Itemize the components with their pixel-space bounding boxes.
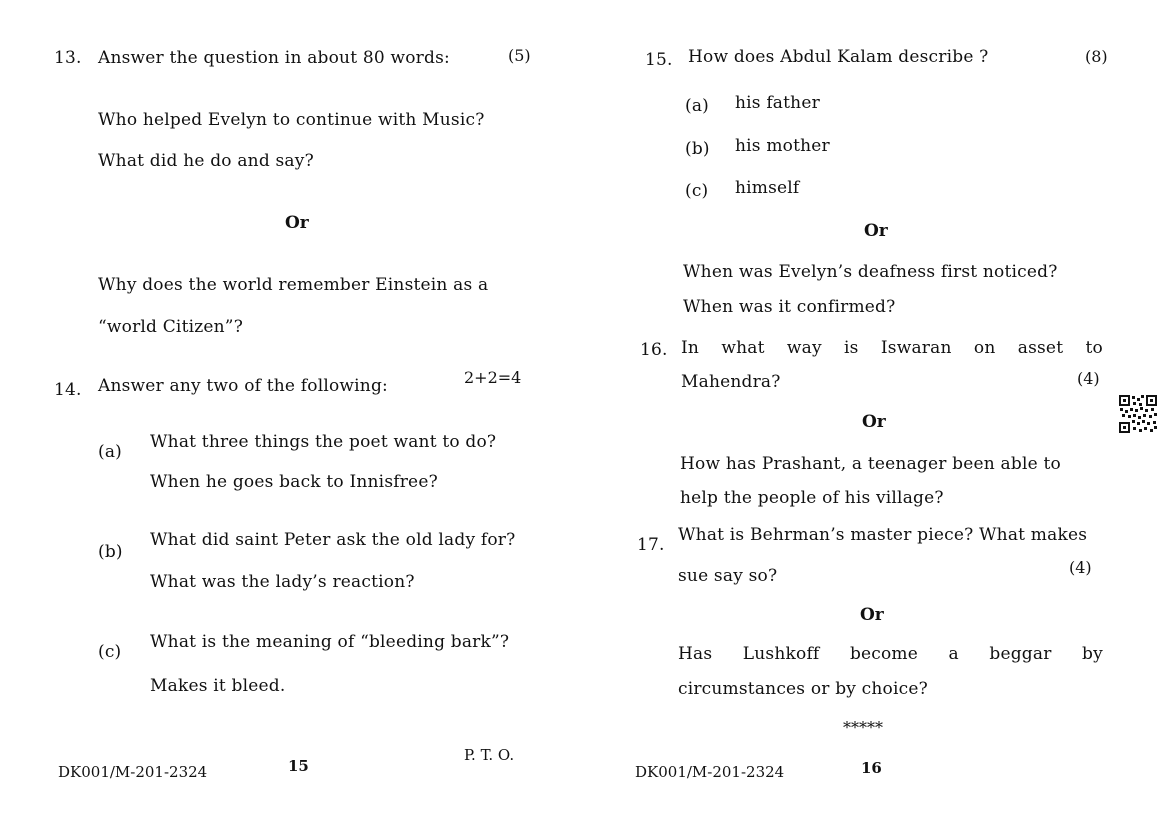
q17-word: Lushkoff bbox=[742, 644, 820, 664]
q15b-label: (b) bbox=[685, 139, 710, 159]
q15c-text: himself bbox=[735, 178, 800, 198]
q14-marks: 2+2=4 bbox=[464, 368, 522, 387]
q16-line1 bbox=[681, 338, 1103, 358]
q14c-line1: What is the meaning of “bleeding bark”? bbox=[150, 632, 510, 652]
q16-word: asset bbox=[1017, 338, 1064, 358]
q14-prompt: Answer any two of the following: bbox=[98, 376, 388, 396]
q15-number: 15. bbox=[645, 50, 673, 70]
q16-or: Or bbox=[862, 412, 886, 432]
q17-or: Or bbox=[860, 605, 884, 625]
q17-word: become bbox=[849, 644, 919, 664]
q14b-line2: What was the lady’s reaction? bbox=[150, 572, 415, 592]
left-page-number: 15 bbox=[288, 757, 309, 775]
q14b-label: (b) bbox=[98, 542, 123, 562]
q15b-text: his mother bbox=[735, 136, 830, 156]
q16-marks: (4) bbox=[1077, 369, 1100, 388]
q15a-text: his father bbox=[735, 93, 820, 113]
q17-word: beggar bbox=[989, 644, 1052, 664]
q13-alt-line1: Why does the world remember Einstein as a bbox=[98, 275, 489, 295]
right-page bbox=[585, 0, 1169, 827]
q17-marks: (4) bbox=[1069, 558, 1092, 577]
q15-marks: (8) bbox=[1085, 47, 1108, 66]
q16-word: In bbox=[681, 338, 700, 358]
q16-word: is bbox=[844, 338, 859, 358]
right-page-number: 16 bbox=[861, 759, 882, 777]
left-footer-code: DK001/M-201-2324 bbox=[58, 763, 208, 781]
q16-number: 16. bbox=[640, 340, 668, 360]
q17-alt-line2: circumstances or by choice? bbox=[678, 679, 928, 699]
q14a-line1: What three things the poet want to do? bbox=[150, 432, 497, 452]
q17-word: Has bbox=[678, 644, 713, 664]
q17-number: 17. bbox=[637, 535, 665, 555]
q17-word: by bbox=[1082, 644, 1103, 664]
q13-prompt: Answer the question in about 80 words: bbox=[98, 48, 450, 68]
q15a-label: (a) bbox=[685, 96, 709, 116]
q17-alt-line1 bbox=[678, 644, 1103, 664]
q13-number: 13. bbox=[54, 48, 82, 68]
q16-word: way bbox=[786, 338, 822, 358]
q17-line2: sue say so? bbox=[678, 566, 778, 586]
q13-marks: (5) bbox=[508, 46, 531, 65]
q14-number: 14. bbox=[54, 380, 82, 400]
q15-alt-line1: When was Evelyn’s deafness first noticed? bbox=[683, 262, 1058, 282]
q17-line1: What is Behrman’s master piece? What makes bbox=[678, 525, 1088, 545]
end-mark: ***** bbox=[843, 718, 883, 737]
q14c-label: (c) bbox=[98, 642, 122, 662]
q15-prompt: How does Abdul Kalam describe ? bbox=[688, 47, 989, 67]
q15c-label: (c) bbox=[685, 181, 709, 201]
q16-word: Iswaran bbox=[880, 338, 952, 358]
q16-word: on bbox=[973, 338, 996, 358]
q14a-label: (a) bbox=[98, 442, 122, 462]
q14b-line1: What did saint Peter ask the old lady for? bbox=[150, 530, 516, 550]
q16-word: to bbox=[1085, 338, 1103, 358]
q13-line2: What did he do and say? bbox=[98, 151, 314, 171]
q15-alt-line2: When was it confirmed? bbox=[683, 297, 896, 317]
q14a-line2: When he goes back to Innisfree? bbox=[150, 472, 438, 492]
pto-label: P. T. O. bbox=[464, 746, 515, 764]
q17-word: a bbox=[948, 644, 959, 664]
qr-code-icon bbox=[1118, 394, 1158, 434]
q16-alt-line1: How has Prashant, a teenager been able to bbox=[680, 454, 1061, 474]
q16-alt-line2: help the people of his village? bbox=[680, 488, 944, 508]
right-footer-code: DK001/M-201-2324 bbox=[635, 763, 785, 781]
q13-or: Or bbox=[285, 213, 309, 233]
q16-line2: Mahendra? bbox=[681, 372, 781, 392]
q13-alt-line2: “world Citizen”? bbox=[98, 317, 244, 337]
q15-or: Or bbox=[864, 221, 888, 241]
q13-line1: Who helped Evelyn to continue with Music? bbox=[98, 110, 485, 130]
q16-word: what bbox=[721, 338, 765, 358]
q14c-line2: Makes it bleed. bbox=[150, 676, 286, 696]
